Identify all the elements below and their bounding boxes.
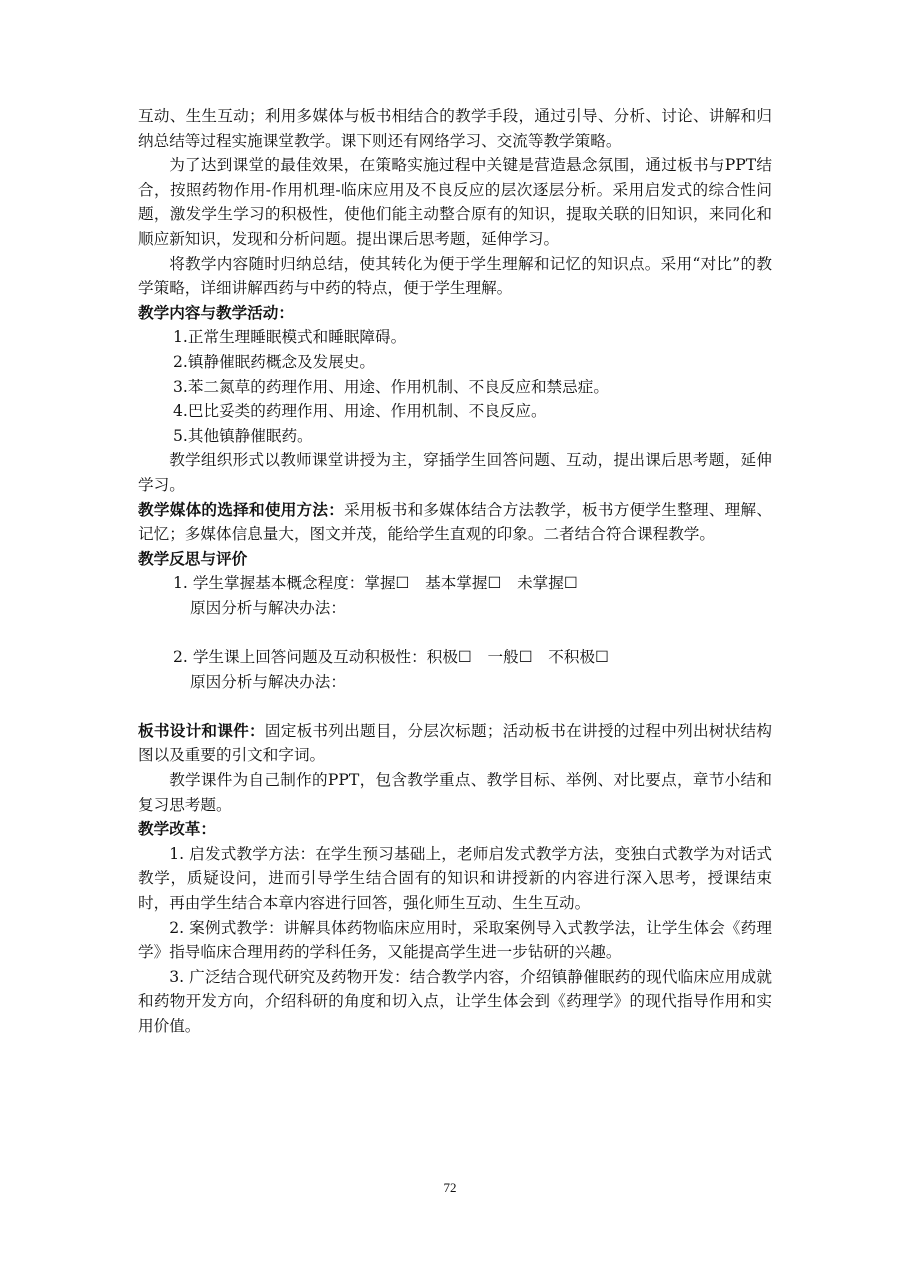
content-activities-heading: 教学内容与教学活动：: [138, 302, 294, 322]
reflection-question-1: 1. 学生掌握基本概念程度：掌握☐ 基本掌握☐ 未掌握☐: [173, 574, 578, 593]
reflection-question-2: 2. 学生课上回答问题及互动积极性：积极☐ 一般☐ 不积极☐: [173, 648, 610, 667]
content-item-4: 4.巴比妥类的药理作用、用途、作用机制、不良反应。: [173, 402, 547, 421]
intro-paragraph-3: 将教学内容随时归纳总结，使其转化为便于学生理解和记忆的知识点。采用“对比”的教学策略，详细讲解西药与中药的特点，便于学生理解。: [138, 254, 772, 298]
content-item-5: 5.其他镇静催眠药。: [173, 426, 313, 445]
content-item-1: 1.正常生理睡眠模式和睡眠障碍。: [173, 328, 407, 347]
blank-line: [138, 694, 772, 719]
reflection-analysis-2: 原因分析与解决办法：: [190, 672, 346, 691]
page-body: [138, 104, 772, 1039]
reform-item-3: 3. 广泛结合现代研究及药物开发：结合教学内容，介绍镇静催眠药的现代临床应用成就和药物开发方向，介绍科研的角度和切入点，让学生体会到《药理学》的现代指导作用和实用价值。: [138, 967, 772, 1035]
intro-paragraph-1: 互动、生生互动；利用多媒体与板书相结合的教学手段，通过引导、分析、讨论、讲解和归纳总结等过程实施课堂教学。课下则还有网络学习、交流等教学策略。: [138, 107, 772, 150]
blank-line: [138, 620, 772, 645]
reflection-analysis-1: 原因分析与解决办法：: [190, 598, 346, 617]
media-paragraph: [138, 498, 772, 547]
board-paragraph: [138, 719, 772, 768]
reflection-heading: 教学反思与评价: [138, 548, 248, 568]
courseware-paragraph: 教学课件为自己制作的PPT，包含教学重点、教学目标、举例、对比要点，章节小结和复习思考题。: [138, 771, 772, 814]
intro-paragraph-2: 为了达到课堂的最佳效果，在策略实施过程中关键是营造悬念氛围，通过板书与PPT结合，按照药物作用-作用机理-临床应用及不良反应的层次逐层分析。采用启发式的综合性问题，激发学生学习的积极性，使他们能主动整合原有的知识，提取关联的旧知识，来同化和顺应新知识，发现和分析问题。提出课后思考题，延伸学习。: [138, 156, 772, 248]
board-heading: 板书设计和课件：: [138, 720, 265, 740]
board-text: 固定板书列出题目，分层次标题；活动板书在讲授的过程中列出树状结构图以及重要的引文和字词。: [138, 721, 772, 765]
reform-item-1: 1. 启发式教学方法：在学生预习基础上，老师启发式教学方法，变独白式教学为对话式教学，质疑设问，进而引导学生结合固有的知识和讲授新的内容进行深入思考，授课结束时，再由学生结合本章内容进行回答，强化师生互动、生生互动。: [138, 844, 772, 912]
content-item-2: 2.镇静催眠药概念及发展史。: [173, 352, 376, 371]
reform-item-2: 2. 案例式教学：讲解具体药物临床应用时，采取案例导入式教学法，让学生体会《药理学》指导临床合理用药的学科任务，又能提高学生进一步钻研的兴趣。: [138, 918, 772, 962]
reform-heading: 教学改革：: [138, 819, 216, 839]
media-text: 采用板书和多媒体结合方法教学，板书方便学生整理、理解、记忆；多媒体信息量大，图文并茂，能给学生直观的印象。二者结合符合课程教学。: [138, 500, 772, 544]
media-heading: 教学媒体的选择和使用方法：: [138, 499, 345, 519]
content-organization-note: 教学组织形式以教师课堂讲授为主，穿插学生回答问题、互动，提出课后思考题，延伸学习。: [138, 451, 772, 494]
content-item-3: 3.苯二氮草的药理作用、用途、作用机制、不良反应和禁忌症。: [173, 377, 609, 396]
page-number: 72: [443, 1180, 457, 1195]
